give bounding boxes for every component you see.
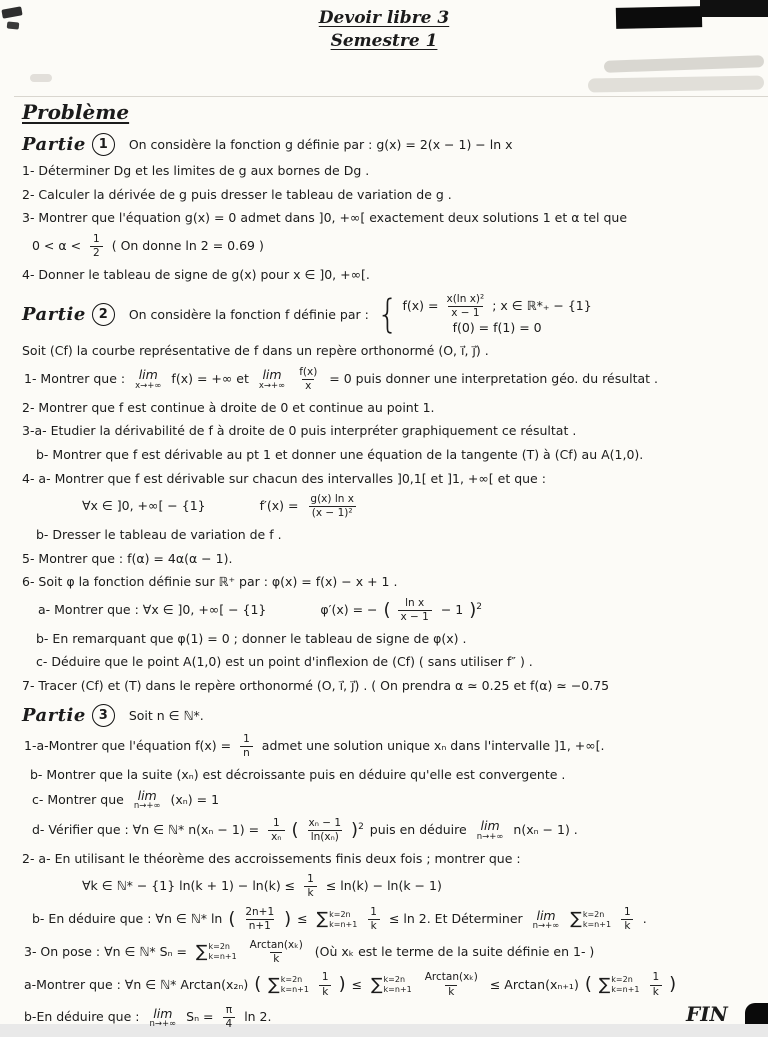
text-run: φ′(x) = −: [320, 601, 378, 617]
p2-item6b: b- En remarquant que φ(1) = 0 ; donner le tableau de signe de φ(x) .: [36, 630, 467, 646]
p3-item3b: [22, 1004, 752, 1031]
fraction-denominator: k: [304, 886, 316, 900]
summation-upper: k=2n: [383, 975, 406, 985]
scan-artifact-smudge-1: [604, 55, 764, 73]
summation-limits: [329, 910, 357, 930]
function-definition-cases: [377, 293, 594, 337]
summation-lower: k=n+1: [611, 985, 640, 995]
summation: [196, 942, 237, 962]
partie2-label: Partie: [22, 304, 86, 325]
sigma-icon: ∑: [371, 974, 383, 995]
partie3-heading: [22, 704, 752, 727]
exponent: 2: [358, 821, 364, 832]
summation-limits: [611, 975, 639, 995]
close-paren: ): [469, 599, 477, 621]
p2-item6c: c- Déduire que le point A(1,0) est un point d'inflexion de (Cf) ( sans utiliser f″ ) .: [36, 654, 533, 670]
fraction: [296, 366, 320, 393]
summation-lower: k=n+1: [208, 952, 237, 962]
close-paren: ): [338, 974, 346, 995]
text-run: f′(x) =: [259, 498, 299, 514]
header-divider: [14, 96, 768, 97]
text-run: f(x) =: [402, 298, 439, 314]
fraction-denominator: k: [445, 985, 457, 999]
sigma-icon: ∑: [268, 974, 280, 995]
fraction-numerator: π: [225, 1004, 233, 1017]
fraction-denominator: k: [319, 985, 331, 999]
limit-operator: [134, 789, 161, 811]
fraction-denominator: x − 1: [398, 610, 432, 624]
fraction: [242, 906, 277, 933]
fraction-numerator: 1: [624, 905, 631, 918]
fraction: [649, 971, 662, 998]
cases-column: [401, 293, 594, 337]
p1-item4: 4- Donner le tableau de signe de g(x) pour x ∈ ]0, +∞[.: [22, 266, 370, 282]
fraction: [240, 733, 253, 760]
text-run: d- Vérifier que : ∀n ∈ ℕ* n(xₙ − 1) =: [32, 821, 260, 837]
text-run: (xₙ) = 1: [170, 791, 220, 807]
fraction-denominator: xₙ: [268, 830, 284, 844]
p2-soit: Soit (Cf) la courbe représentative de f dans un repère orthonormé (O, i⃗, j⃗) .: [22, 343, 489, 359]
p3-item3a: [22, 971, 752, 998]
fraction-numerator: Arctan(xₖ): [249, 938, 303, 951]
p2-item4a-formula: [80, 493, 752, 520]
open-paren: (: [228, 908, 236, 930]
fin-label: FIN: [686, 1002, 728, 1026]
fraction: [621, 906, 634, 933]
doc-title: Devoir libre 3: [318, 8, 450, 28]
fraction: [306, 817, 345, 844]
fraction-numerator: 1: [370, 905, 377, 918]
fraction-denominator: n: [240, 746, 253, 760]
doc-subtitle: Semestre 1: [330, 31, 438, 51]
p3-item1b: b- Montrer que la suite (xₙ) est décroissante puis en déduire qu'elle est convergente .: [30, 766, 566, 782]
text-run: − 1: [440, 601, 464, 617]
fraction-numerator: 1: [652, 971, 660, 984]
text-run: b- En déduire que : ∀n ∈ ℕ* ln: [32, 911, 223, 927]
open-paren: (: [291, 819, 299, 841]
fraction-numerator: 1: [243, 732, 250, 745]
fraction-denominator: 2: [90, 246, 103, 260]
scan-artifact-smudge-2: [588, 75, 764, 92]
text-run: b-En déduire que :: [24, 1009, 140, 1025]
open-paren: (: [254, 974, 262, 995]
p2-item7: 7- Tracer (Cf) et (T) dans le repère orthonormé (O, i⃗, j⃗) . ( On prendra α ≃ 0.25 et f(α) ≃ −0.75: [22, 677, 610, 693]
p2-item6: 6- Soit φ la fonction définie sur ℝ⁺ par : φ(x) = f(x) − x + 1 .: [22, 574, 398, 590]
p2-item3a: 3-a- Etudier la dérivabilité de f à droite de 0 puis interpréter graphiquement ce résultat .: [22, 423, 577, 439]
summation-upper: k=2n: [582, 909, 605, 919]
close-paren: ): [351, 819, 359, 841]
sigma-icon: ∑: [598, 974, 611, 995]
text-run: .: [642, 911, 647, 927]
text-run: ≤ Arctan(xₙ₊₁): [489, 976, 579, 992]
left-brace-icon: {: [376, 291, 399, 338]
lim-word: lim: [138, 367, 158, 383]
summation-upper: k=2n: [611, 975, 633, 985]
text-run: ∀k ∈ ℕ* − {1} ln(k + 1) − ln(k) ≤: [82, 878, 296, 894]
text-run: 1-a-Montrer que l'équation f(x) =: [24, 738, 232, 753]
limit-operator: [477, 819, 504, 841]
summation-limits: [208, 942, 236, 962]
text-run: puis en déduire: [369, 821, 467, 837]
sigma-icon: ∑: [570, 909, 582, 930]
fraction-denominator: k: [270, 952, 282, 966]
lim-word: lim: [480, 818, 500, 834]
fraction: [367, 906, 380, 933]
text-run: a-Montrer que : ∀n ∈ ℕ* Arctan(x₂ₙ): [24, 976, 249, 992]
summation-lower: k=n+1: [329, 919, 358, 929]
text-run: = 0 puis donner une interpretation géo. du résultat .: [329, 371, 659, 386]
close-paren: ): [284, 908, 292, 930]
sigma-icon: ∑: [316, 909, 329, 930]
scan-artifact-redaction-2: [700, 0, 768, 17]
p2-item6a: [36, 597, 752, 624]
p2-item5: 5- Montrer que : f(α) = 4α(α − 1).: [22, 550, 233, 566]
lim-subscript: x→+∞: [258, 380, 286, 391]
fraction-numerator: 1: [93, 232, 100, 245]
text-run: ≤ ln 2. Et Déterminer: [388, 911, 523, 927]
open-paren: (: [383, 599, 391, 621]
fraction-denominator: (x − 1)²: [309, 506, 356, 520]
fraction: [398, 597, 432, 624]
limit-operator: [259, 368, 285, 390]
fraction-denominator: k: [368, 919, 380, 933]
summation: [317, 910, 358, 930]
summation-limits: [384, 975, 412, 995]
fraction-numerator: ln x: [405, 596, 425, 609]
p3-item3: [22, 939, 752, 966]
p3-item2a-formula: [80, 873, 752, 900]
fraction-numerator: Arctan(xₖ): [424, 971, 478, 984]
summation-lower: k=n+1: [280, 985, 309, 995]
partie2-intro: On considère la fonction f définie par :: [128, 307, 369, 322]
fraction-numerator: f(x): [299, 365, 318, 378]
fraction-numerator: x(ln x)²: [446, 292, 485, 305]
fraction-denominator: ln(xₙ): [308, 830, 342, 844]
p1-item2: 2- Calculer la dérivée de g puis dresser le tableau de variation de g .: [22, 186, 452, 202]
text-run: 0 < α <: [32, 238, 82, 253]
fraction-denominator: n+1: [246, 919, 274, 933]
p1-item1: 1- Déterminer Dg et les limites de g aux bornes de Dg .: [22, 163, 370, 178]
summation-lower: k=n+1: [383, 985, 412, 995]
open-paren: (: [584, 974, 592, 995]
p3-item2b: [30, 906, 752, 933]
partie1-heading: [22, 133, 752, 156]
lim-subscript: n→+∞: [133, 801, 161, 812]
p2-item1: [22, 366, 752, 393]
p2-item4a: 4- a- Montrer que f est dérivable sur chacun des intervalles ]0,1[ et ]1, +∞[ et que :: [22, 470, 546, 486]
summation: [599, 975, 640, 995]
case-row-2: f(0) = f(1) = 0: [452, 320, 542, 335]
partie3-number-circled: 3: [92, 704, 115, 727]
partie1-label: Partie: [22, 134, 86, 155]
text-run: n(xₙ − 1) .: [513, 821, 578, 837]
lim-subscript: n→+∞: [149, 1018, 177, 1029]
summation-limits: [583, 910, 611, 930]
text-run: ; x ∈ ℝ*₊ − {1}: [492, 298, 592, 314]
fraction: [307, 493, 357, 520]
fraction-denominator: x: [302, 379, 314, 393]
p3-item2a: 2- a- En utilisant le théorème des accroissements finis deux fois ; montrer que :: [22, 850, 521, 866]
partie3-intro: Soit n ∈ ℕ*.: [128, 707, 204, 723]
fraction: [268, 817, 284, 844]
lim-word: lim: [153, 1005, 173, 1021]
p1-item3-continued: [30, 233, 752, 260]
scan-artifact-smudge-3: [30, 74, 52, 82]
summation-upper: k=2n: [329, 909, 351, 919]
text-run: ln 2.: [244, 1009, 272, 1025]
fraction: [223, 1004, 236, 1031]
p2-item4b: b- Dresser le tableau de variation de f .: [36, 526, 282, 542]
fraction: [90, 233, 103, 260]
fraction-denominator: x − 1: [448, 306, 482, 320]
fraction-denominator: 4: [223, 1017, 236, 1031]
scan-artifact-redaction-1: [616, 6, 702, 29]
partie2-number-circled: 2: [92, 303, 115, 326]
text-run: ≤: [351, 976, 363, 992]
scan-artifact-top-left-2: [7, 21, 20, 29]
p2-item3b: b- Montrer que f est dérivable au pt 1 et donner une équation de la tangente (T) à (Cf) au A(1,0).: [36, 446, 644, 462]
p1-item3: 3- Montrer que l'équation g(x) = 0 admet dans ]0, +∞[ exactement deux solutions 1 et α tel que: [22, 210, 628, 226]
fraction: [304, 873, 317, 900]
partie1-number-circled: 1: [92, 133, 115, 156]
p3-item1c: [30, 789, 752, 811]
partie2-heading: [22, 293, 752, 337]
lim-subscript: x→+∞: [135, 380, 162, 391]
summation: [570, 910, 611, 930]
text-run: admet une solution unique xₙ dans l'intervalle ]1, +∞[.: [261, 738, 605, 753]
fraction: [444, 293, 488, 320]
case-row-1: [401, 293, 594, 320]
text-run: ∀x ∈ ]0, +∞[ − {1}: [82, 498, 206, 514]
summation-lower: k=n+1: [582, 919, 612, 929]
summation-upper: k=2n: [208, 942, 230, 952]
text-run: ( On donne ln 2 = 0.69 ): [111, 238, 264, 253]
lim-word: lim: [262, 367, 282, 383]
lim-word: lim: [137, 788, 157, 804]
fraction-numerator: 2n+1: [245, 905, 275, 918]
fraction-numerator: g(x) ln x: [310, 493, 354, 506]
fraction: [422, 971, 481, 998]
p3-item1d: [30, 817, 752, 844]
text-run: ≤ ln(k) − ln(k − 1): [325, 878, 442, 894]
fraction-numerator: 1: [272, 816, 280, 829]
fraction: [319, 971, 332, 998]
close-paren: ): [669, 974, 677, 995]
limit-operator: [533, 909, 560, 931]
lim-subscript: n→+∞: [532, 920, 560, 931]
partie1-intro: On considère la fonction g définie par : g(x) = 2(x − 1) − ln x: [128, 137, 513, 152]
text-run: ≤: [297, 911, 308, 927]
p2-item2: 2- Montrer que f est continue à droite de 0 et continue au point 1.: [22, 399, 435, 415]
summation: [371, 975, 412, 995]
fraction-numerator: 1: [307, 873, 314, 886]
lim-word: lim: [536, 907, 556, 923]
lim-subscript: n→+∞: [476, 831, 504, 842]
summation: [268, 975, 309, 995]
summation-limits: [281, 975, 309, 995]
text-run: a- Montrer que : ∀x ∈ ]0, +∞[ − {1}: [38, 601, 267, 617]
document-body: [22, 98, 752, 1037]
text-run: f(x) = +∞ et: [171, 371, 249, 386]
fraction: [247, 939, 306, 966]
fraction-denominator: k: [621, 919, 633, 933]
exponent: 2: [476, 601, 483, 612]
limit-operator: [149, 1007, 176, 1029]
partie3-label: Partie: [22, 704, 86, 726]
fraction-denominator: k: [650, 985, 662, 999]
sigma-icon: ∑: [196, 941, 208, 962]
p3-item1a: [22, 733, 752, 760]
limit-operator: [135, 368, 161, 390]
fraction-numerator: xₙ − 1: [308, 816, 342, 829]
text-run: 3- On pose : ∀n ∈ ℕ* Sₙ =: [24, 943, 188, 959]
text-run: c- Montrer que: [32, 791, 124, 807]
text-run: Sₙ =: [186, 1009, 214, 1025]
fraction-numerator: 1: [321, 971, 329, 984]
text-run: 1- Montrer que :: [24, 371, 126, 386]
text-run: (Où xₖ est le terme de la suite définie en 1- ): [314, 943, 595, 959]
summation-upper: k=2n: [280, 975, 303, 985]
probleme-heading: Problème: [22, 100, 130, 124]
